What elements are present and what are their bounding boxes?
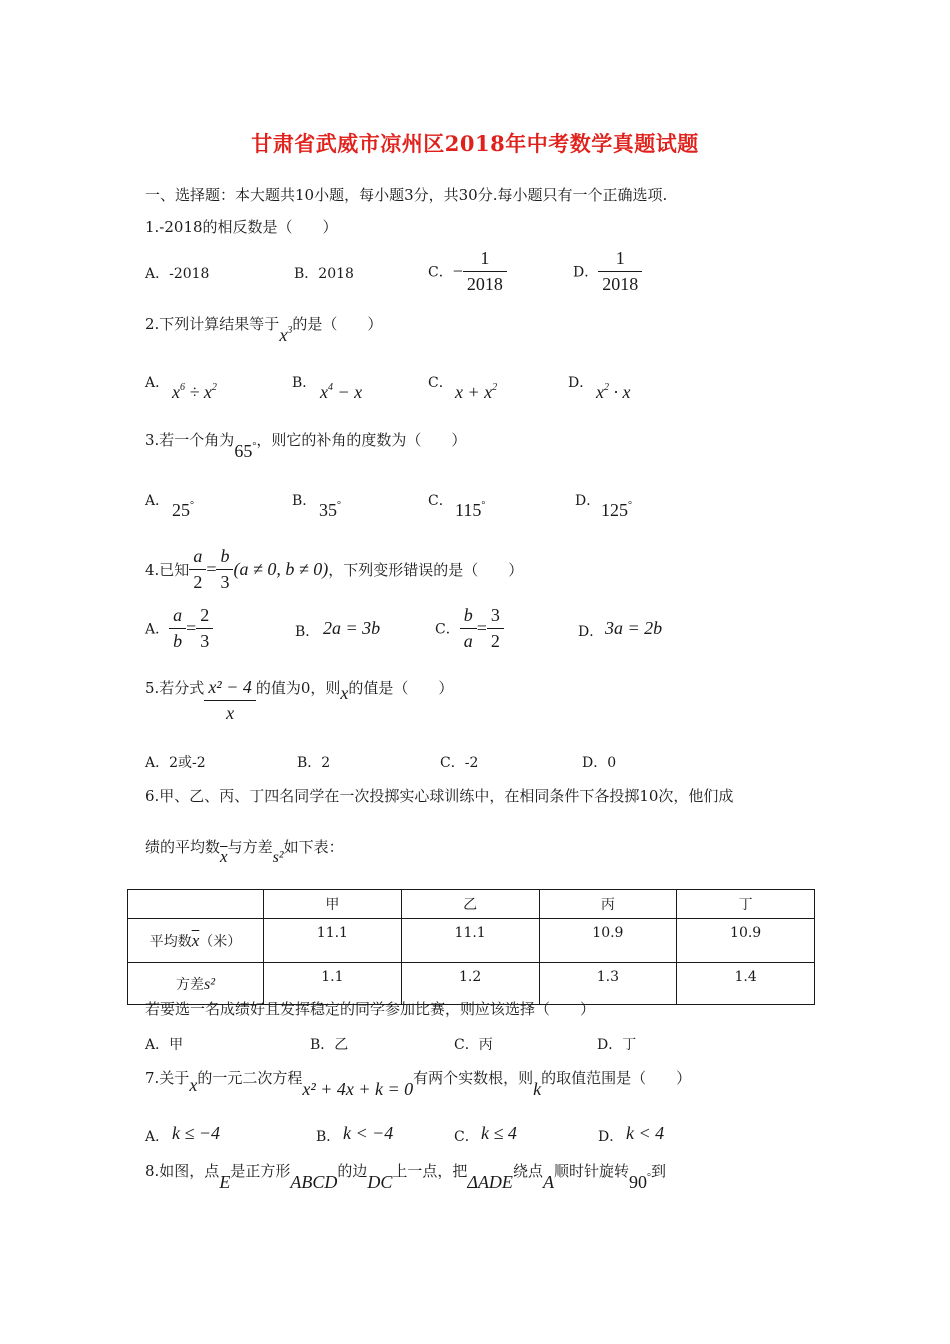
q8-triangle: ΔADE: [467, 1172, 513, 1192]
question-7-stem: [145, 1067, 692, 1099]
q3-option-b-val: [319, 500, 341, 521]
question-3-stem: [145, 429, 467, 461]
q5-stem-mid: 的值为0，则: [255, 679, 341, 697]
q6-option-d: D．丁: [597, 1037, 637, 1053]
q2-var: [279, 325, 292, 345]
q3-option-c-val: [455, 500, 485, 521]
q1-option-c: [428, 248, 507, 295]
q4-a-frac-2: [196, 605, 213, 652]
q7-stem-mid1: 的一元二次方程: [197, 1069, 303, 1087]
q4-frac-2: [216, 546, 233, 593]
section-intro: 一、选择题：本大题共10小题，每小题3分，共30分.每小题只有一个正确选项.: [145, 186, 668, 204]
q7-option-d-expr: k < 4: [626, 1123, 665, 1143]
q2-option-b-expr: [320, 382, 362, 403]
q4-option-c: [435, 605, 504, 652]
table-cell: 11.1: [264, 919, 402, 963]
q7-b-label: B．: [316, 1129, 341, 1145]
q4-d-label: D．: [578, 624, 604, 640]
q4-d1: 2: [193, 572, 203, 592]
q6-xbar: $\overline{x}$: [220, 847, 228, 866]
q1-d-label: D．: [573, 264, 599, 281]
q3-c-deg: °: [481, 500, 486, 511]
q4-n1: a: [189, 546, 206, 570]
q7-c-label: C．: [454, 1129, 479, 1145]
q3-b-deg: °: [337, 500, 341, 511]
q1-c-label: C．: [428, 264, 453, 281]
q1-d-den: 2018: [602, 274, 639, 294]
q2-option-c-expr: [455, 382, 497, 403]
q2-d-b1: x: [596, 382, 604, 402]
q1-c-den: 2018: [466, 274, 503, 294]
q3-d-label: D．: [575, 493, 601, 509]
page-title: 甘肃省武威市凉州区2018年中考数学真题试题: [251, 131, 699, 156]
q5-option-d: D．0: [582, 755, 617, 771]
q1-c-sign: −: [452, 261, 463, 281]
table-header-bing: 丙: [539, 890, 677, 919]
q2-option-d-expr: [596, 382, 631, 403]
q2-c-e2: 2: [492, 382, 498, 393]
q8-t6: 到: [650, 1162, 666, 1180]
q4-a-label: A．: [145, 621, 170, 638]
q3-b-val: 35: [319, 500, 337, 520]
q4-d2: 3: [220, 572, 230, 592]
question-5-stem: [145, 677, 453, 724]
question-6-stem-line-1: 6.甲、乙、丙、丁四名同学在一次投掷实心球训练中，在相同条件下各投掷10次，他们成: [145, 787, 734, 805]
q3-stem-post: ，则它的补角的度数为（ ）: [256, 431, 467, 449]
table-header-ding: 丁: [677, 890, 815, 919]
q3-d-val: 125: [601, 500, 628, 520]
q5-frac-den: x: [226, 703, 235, 723]
q6-line2-mid: 与方差: [227, 838, 273, 856]
q2-d-b2: x: [622, 382, 631, 402]
q2-a-e1: 6: [180, 382, 185, 393]
variance-label-pre: 方差: [175, 976, 204, 993]
mean-label-pre: 平均数: [149, 933, 192, 950]
q5-stem-pre: 5.若分式: [145, 679, 205, 697]
q4-c-frac-1: [460, 605, 477, 652]
q2-a-e2: 2: [211, 382, 217, 393]
mean-label-post: （米）: [199, 933, 242, 950]
table-cell: 11.1: [401, 919, 539, 963]
q8-side: DC: [367, 1172, 393, 1192]
q1-option-b: B．2018: [294, 266, 354, 282]
q4-c-n2: 3: [487, 605, 504, 629]
q2-c-b1: x: [455, 382, 463, 402]
q2-a-op: ÷: [185, 382, 204, 402]
mean-label-xbar: $\overline{x}$: [191, 930, 200, 950]
q4-c-frac-2: [487, 605, 504, 652]
q1-c-fraction: [463, 248, 507, 295]
q7-a-label: A．: [145, 1129, 170, 1145]
q6-s2: s²: [272, 849, 284, 866]
q4-eq: =: [206, 559, 217, 579]
q4-a-n1: a: [169, 605, 186, 629]
table-header-yi: 乙: [401, 890, 539, 919]
q7-option-b-expr: k < −4: [343, 1123, 394, 1143]
q2-c-b2: x: [484, 382, 493, 402]
q3-option-d-val: [601, 500, 632, 521]
q5-fraction: [204, 677, 256, 724]
q1-c-num: 1: [463, 248, 507, 272]
q5-option-b: B．2: [297, 755, 331, 771]
table-cell: 1.3: [539, 963, 677, 1005]
q4-c-eq: =: [476, 618, 487, 638]
q6-line2-pre: 绩的平均数: [145, 838, 221, 856]
q2-a-b2: x: [203, 382, 212, 402]
q2-b-label: B．: [292, 375, 317, 391]
q2-c-label: C．: [428, 375, 453, 391]
q5-frac-num: x² − 4: [204, 677, 256, 701]
q8-point-a: A: [542, 1172, 554, 1192]
q4-b-label: B．: [295, 624, 320, 640]
q3-b-label: B．: [292, 493, 317, 509]
q6-option-a: A．甲: [145, 1037, 184, 1053]
q6-follow-up: 若要选一名成绩好且发挥稳定的同学参加比赛，则应该选择（ ）: [145, 1000, 596, 1018]
q3-a-label: A．: [145, 493, 170, 509]
q4-c-d1: a: [463, 631, 473, 651]
question-6-stem-line-2: [145, 836, 344, 866]
q7-stem-pre: 7.关于: [145, 1069, 190, 1087]
question-8-stem: [145, 1160, 666, 1192]
scores-table: [127, 889, 815, 1005]
q1-option-d: [573, 248, 642, 295]
q3-angle-deg: °: [252, 441, 257, 452]
q7-stem-mid2: 有两个实数根，则: [413, 1069, 534, 1087]
table-row-mean: [128, 919, 815, 963]
q8-stem-pre: 8.如图，点: [145, 1162, 220, 1180]
q1-d-fraction: [598, 248, 642, 295]
q2-b-b2: x: [354, 382, 363, 402]
q2-d-e1: 2: [604, 382, 609, 393]
q3-option-a-val: [172, 500, 194, 521]
q4-stem-pre: 4.已知: [145, 561, 190, 579]
q3-a-val: 25: [172, 500, 190, 520]
q4-c-label: C．: [435, 621, 460, 638]
table-cell: 1.1: [264, 963, 402, 1005]
q2-option-a-expr: [172, 382, 217, 403]
q4-n2: b: [216, 546, 233, 570]
q8-angle-deg: °: [646, 1172, 651, 1183]
table-cell: 10.9: [539, 919, 677, 963]
q6-option-c: C．丙: [454, 1037, 493, 1053]
q7-option-a-expr: k ≤ −4: [172, 1123, 221, 1143]
q3-c-label: C．: [428, 493, 453, 509]
q7-k: k: [533, 1079, 542, 1099]
table-cell: 1.4: [677, 963, 815, 1005]
table-header-row: [128, 890, 815, 919]
q3-angle: [234, 441, 256, 461]
q4-c-n1: b: [460, 605, 477, 629]
q2-stem-pre: 2.下列计算结果等于: [145, 315, 280, 333]
table-header-blank: [128, 890, 264, 919]
q3-d-deg: °: [628, 500, 632, 511]
q2-b-b1: x: [320, 382, 328, 402]
q8-angle: [629, 1172, 651, 1192]
q8-t1: 是正方形: [230, 1162, 291, 1180]
table-cell: 10.9: [677, 919, 815, 963]
q2-stem-post: 的是（ ）: [292, 315, 383, 333]
q2-a-label: A．: [145, 375, 170, 391]
q3-a-deg: °: [190, 500, 194, 511]
q7-d-label: D．: [598, 1129, 624, 1145]
q8-t4: 绕点: [512, 1162, 543, 1180]
q7-option-c-expr: k ≤ 4: [481, 1123, 517, 1143]
q4-c-d2: 2: [490, 631, 500, 651]
q4-a-d1: b: [173, 631, 183, 651]
table-row-mean-label: [128, 919, 264, 963]
q8-point-e: E: [219, 1172, 231, 1192]
q4-condition: (a ≠ 0, b ≠ 0): [233, 559, 329, 579]
q8-t2: 的边: [337, 1162, 368, 1180]
q3-angle-val: 65: [234, 441, 253, 461]
q5-var: x: [340, 683, 349, 703]
q8-t3: 上一点，把: [392, 1162, 468, 1180]
q6-line2-post: 如下表：: [283, 838, 344, 856]
q2-d-label: D．: [568, 375, 594, 391]
q2-b-op: −: [333, 382, 355, 402]
q4-a-frac-1: [169, 605, 186, 652]
q4-a-d2: 3: [200, 631, 210, 651]
q7-var: x: [189, 1075, 198, 1095]
q2-var-exp: 3: [287, 325, 293, 336]
q4-a-eq: =: [186, 618, 197, 638]
q7-equation: x² + 4x + k = 0: [302, 1079, 414, 1099]
q7-stem-post: 的取值范围是（ ）: [541, 1069, 692, 1087]
q1-option-a: A．-2018: [145, 266, 210, 282]
q4-option-d-expr: 3a = 2b: [605, 618, 663, 638]
q8-square: ABCD: [290, 1172, 338, 1192]
table-header-jia: 甲: [264, 890, 402, 919]
question-1-stem: 1.-2018的相反数是（ ）: [145, 218, 338, 236]
q3-c-val: 115: [455, 500, 482, 520]
q5-option-a: A．2或-2: [145, 755, 206, 771]
q5-option-c: C．-2: [440, 755, 479, 771]
q2-var-base: x: [279, 325, 288, 345]
q2-b-e1: 4: [328, 382, 333, 393]
q2-a-b1: x: [172, 382, 180, 402]
table-cell: 1.2: [401, 963, 539, 1005]
q2-c-op: +: [463, 382, 485, 402]
q1-d-num: 1: [598, 248, 642, 272]
q4-option-a: [145, 605, 213, 652]
q3-stem-pre: 3.若一个角为: [145, 431, 235, 449]
q8-angle-val: 90: [628, 1172, 647, 1192]
variance-label-s2: s²: [203, 975, 216, 993]
q4-frac-1: [189, 546, 206, 593]
q8-t5: 顺时针旋转: [553, 1162, 629, 1180]
q2-d-op: ·: [609, 382, 623, 402]
q4-a-n2: 2: [196, 605, 213, 629]
q4-option-b-expr: 2a = 3b: [323, 618, 381, 638]
q6-option-b: B．乙: [310, 1037, 349, 1053]
q4-stem-post: ，下列变形错误的是（ ）: [328, 561, 524, 579]
question-4-stem: [145, 546, 523, 593]
question-2-stem: [145, 313, 383, 345]
q5-stem-post: 的值是（ ）: [348, 679, 454, 697]
